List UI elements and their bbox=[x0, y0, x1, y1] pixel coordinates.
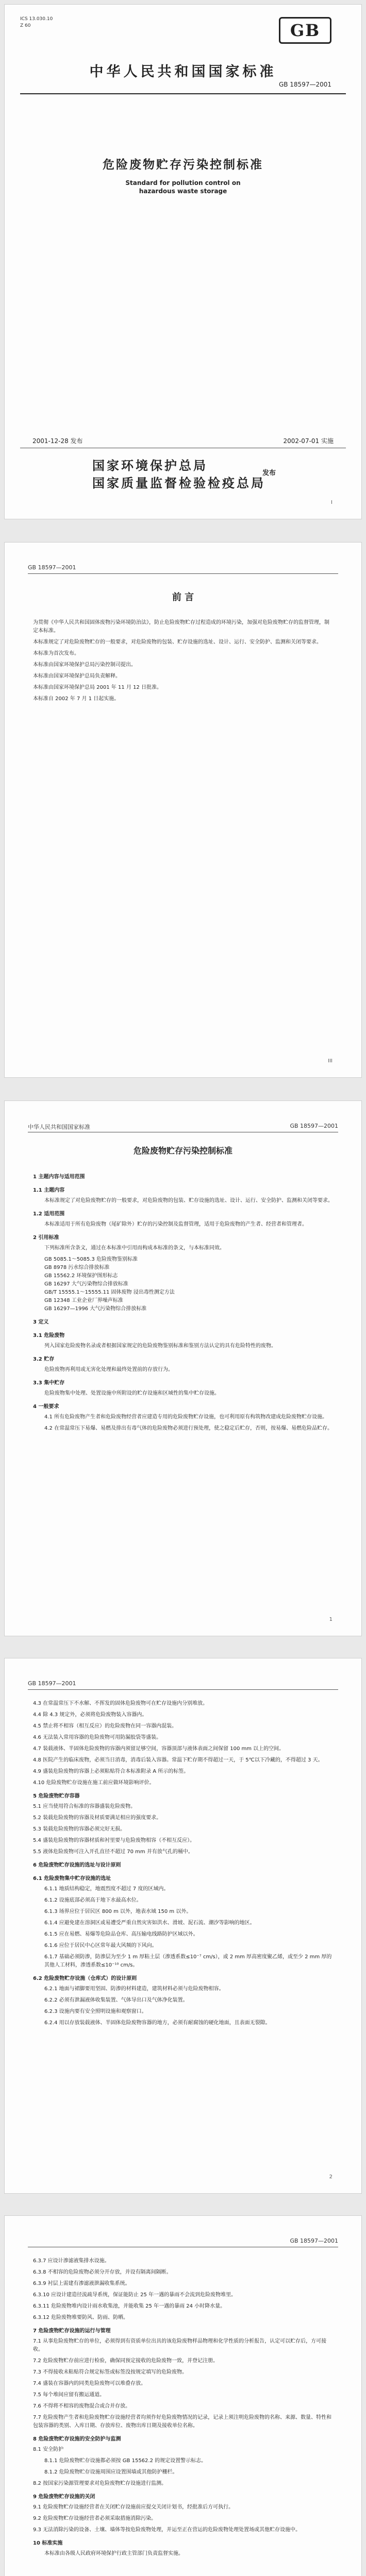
paragraph: 4.2 在常温常压下易爆、易燃及排出有毒气体的危险废物必须进行预处理，使之稳定后贮存，否则，按易爆、易燃危险品贮存。 bbox=[44, 1426, 333, 1431]
issue-date: 2001-12-28 发布 bbox=[32, 437, 83, 445]
paragraph: 本标准规定了对危险废物贮存的一般要求，对危险废物的包装、贮存设施的选址、设计、运行、安全防护、监测和关闭等要求。 bbox=[44, 1198, 333, 1204]
header-std-code: GB 18597—2001 bbox=[290, 2238, 338, 2244]
clause: 6.2.3 设施内要有安全照明设施和观察窗口。 bbox=[44, 2009, 147, 2014]
clause: 6.1.5 应在易燃、易爆等危险品仓库、高压输电线路防护区域以外。 bbox=[44, 1931, 198, 1937]
subsection-heading: 6.1 危险废物集中贮存设施的选址 bbox=[33, 1876, 111, 1882]
definition-term: 3.3 集中贮存 bbox=[33, 1380, 65, 1386]
body-page-1 bbox=[4, 1100, 362, 1636]
page-number: I bbox=[331, 500, 332, 505]
header-std-code: GB 18597—2001 bbox=[28, 564, 76, 571]
cover-divider bbox=[20, 93, 346, 94]
clause: 4.7 装载液体、半固体危险废物的容器内须留足够空间，容器顶部与液体表面之间保留 100 mm 以上的空间。 bbox=[33, 1746, 285, 1752]
clause: 6.1.4 应避免建在溶洞区或易遭受严重自然灾害如洪水、滑坡、泥石流、潮汐等影响的地区。 bbox=[44, 1920, 255, 1926]
clause: 6.3.10 应设计建造径流疏导系统，保证能防止 25 年一遇的暴雨不会流到危险废物堆里。 bbox=[33, 2292, 237, 2298]
foreword-page bbox=[4, 542, 362, 1078]
clause: 8.1 安全防护 bbox=[33, 2447, 64, 2452]
section-heading: 3 定义 bbox=[33, 1319, 49, 1325]
clause: 6.2.2 必须有泄漏液体收集装置、气体导出口及气体净化装置。 bbox=[44, 1997, 188, 2003]
page-number: 2 bbox=[329, 2174, 332, 2180]
section-heading: 4 一般要求 bbox=[33, 1404, 59, 1410]
clause: 4.8 医院产生的临床废物，必须当日消毒，消毒后装入容器。常温下贮存期不得超过一天，于 5℃以下冷藏的，不得超过 3 天。 bbox=[33, 1757, 323, 1763]
clause: 9.2 危险废物贮存设施经营者必须采取措施消除污染。 bbox=[33, 2516, 157, 2521]
clause: 6.3.9 衬层上需建有渗滤液泄漏收集系统。 bbox=[33, 2281, 130, 2286]
definition-text: 危险废物集中处理、处置设施中所附设的贮存设施和区域性的集中贮存设施。 bbox=[44, 1391, 220, 1396]
paragraph: 本标准适用于所有危险废物（尾矿除外）贮存的污染控制及监督管理，适用于危险废物的产生者、经营者和管理者。 bbox=[44, 1222, 307, 1227]
title-en-line-2: hazardous waste storage bbox=[139, 188, 227, 195]
foreword-para: 本标准由国家环境保护总局负责解释。 bbox=[33, 673, 121, 679]
issuing-authorities bbox=[92, 457, 265, 492]
section-heading: 8 危险废物贮存设施的安全防护与监测 bbox=[33, 2436, 121, 2442]
header-rule bbox=[28, 573, 338, 574]
clause: 5.2 装载危险废物的容器及材质要满足相应的强度要求。 bbox=[33, 1815, 162, 1821]
reference-item: GB 5085.1～5085.3 危险废物鉴别标准 bbox=[44, 1257, 138, 1262]
ics-code: ICS 13.030.10 bbox=[20, 16, 53, 22]
reference-item: GB 12348 工业企业厂界噪声标准 bbox=[44, 1298, 123, 1303]
foreword-para: 本标准自 2002 年 7 月 1 日起实施。 bbox=[33, 696, 120, 702]
page-number: III bbox=[328, 1058, 332, 1064]
section-heading: 2 引用标准 bbox=[33, 1235, 59, 1241]
clause: 6.3.11 危险废物堆内设计雨水收集池，并能收集 25 年一遇的暴雨 24 小时降水量。 bbox=[33, 2303, 226, 2309]
paragraph: 下列标准所含条文，通过在本标准中引用而构成本标准的条文，与本标准同效。 bbox=[44, 1245, 225, 1251]
reference-item: GB/T 15555.1～15555.11 固体废物 浸出毒性测定方法 bbox=[44, 1290, 175, 1295]
national-standard-title: 中华人民共和国国家标准 bbox=[89, 64, 277, 80]
foreword-para: 本标准为首次发布。 bbox=[33, 651, 79, 656]
clause: 6.1.1 地质结构稳定，地震烈度不超过 7 度的区域内。 bbox=[44, 1886, 169, 1892]
body-3-text bbox=[33, 2257, 333, 2561]
clause: 4.6 无法装入常用容器的危险废物可用防漏胶袋等盛装。 bbox=[33, 1735, 162, 1740]
title-en-line-1: Standard for pollution control on bbox=[125, 179, 241, 187]
gb-logo: GB bbox=[279, 17, 331, 44]
definition-text: 危险废物再利用或无害化处理和最终处置前的存放行为。 bbox=[44, 1367, 173, 1372]
clause: 6.1.2 设施底部必须高于地下水最高水位。 bbox=[44, 1897, 142, 1903]
section-heading: 9 危险废物贮存设施的关闭 bbox=[33, 2494, 95, 2500]
paragraph: 本标准由各级人民政府环境保护行政主管部门负责监督实施。 bbox=[44, 2551, 184, 2556]
clause: 9.3 无法消除污染的设备、土壤、墙体等按危险废物处理，并运至正在营运的危险废物处理处置场或其他贮存设施中。 bbox=[33, 2527, 301, 2533]
clause: 6.3.8 不相容的危险废物必须分开存放，并设有隔离间隔断。 bbox=[33, 2269, 172, 2275]
implementation-date: 2002-07-01 实施 bbox=[283, 437, 334, 445]
clause: 5.1 应当使用符合标准的容器盛装危险废物。 bbox=[33, 1804, 136, 1809]
clause: 6.2.1 地面与裙脚要用坚固、防渗的材料建造，建筑材料必须与危险废物相容。 bbox=[44, 1986, 224, 1992]
document-title-en bbox=[5, 179, 361, 195]
document-title-cn: 危险废物贮存污染控制标准 bbox=[103, 158, 263, 172]
issuer-aqsiq: 国家质量监督检验检疫总局 bbox=[92, 476, 265, 490]
subsection-heading: 6.2 危险废物贮存设施（仓库式）的设计原则 bbox=[33, 1976, 137, 1981]
clause: 4.9 盛装危险废物的容器上必须粘贴符合本标准附录 A 所示的标签。 bbox=[33, 1769, 189, 1774]
definition-text: 列入国家危险废物名录或者根据国家规定的危险废物鉴别标准和鉴别方法认定的具有危险特性的废物。 bbox=[44, 1343, 276, 1349]
clause: 7.6 不得将不相容的废物混合或合并存放。 bbox=[33, 2403, 131, 2409]
body-page-3 bbox=[4, 2215, 362, 2576]
reference-item: GB 16297—1996 大气污染物综合排放标准 bbox=[44, 1306, 147, 1312]
publish-label: 发布 bbox=[262, 469, 276, 477]
standard-code: GB 18597—2001 bbox=[278, 81, 331, 88]
definition-term: 3.1 危险废物 bbox=[33, 1333, 65, 1338]
reference-item: GB 8978 污水综合排放标准 bbox=[44, 1265, 110, 1270]
clause: 7.2 危险废物贮存前应进行检验，确保同预定接收的危险废物一致，并登记注册。 bbox=[33, 2358, 219, 2364]
section-heading: 6 危险废物贮存设施的选址与设计原则 bbox=[33, 1862, 121, 1868]
section-heading: 5 危险废物贮存容器 bbox=[33, 1793, 80, 1799]
subsection-heading: 1.1 主题内容 bbox=[33, 1188, 65, 1193]
cover-classification bbox=[20, 16, 53, 29]
clause: 7.7 危险废物产生者和危险废物贮存设施经营者均须作好危险废物情况的记录，记录上须注明危险废物的名称、来源、数量、特性和包装容器的类别、入库日期、存放库位、废物出库日期及接收单位名称。 bbox=[33, 2415, 332, 2429]
clause: 6.1.6 应位于居民中心区常年最大风频的下风向。 bbox=[44, 1943, 157, 1948]
header-std-title: 中华人民共和国国家标准 bbox=[28, 1124, 90, 1130]
clause: 5.4 盛装危险废物的容器材质和衬里要与危险废物相容（不相互反应）。 bbox=[33, 1838, 195, 1843]
ccs-code: Z 60 bbox=[20, 23, 31, 28]
section-heading: 7 危险废物贮存设施的运行与管理 bbox=[33, 2328, 111, 2334]
clause: 7.1 从事危险废物贮存的单位，必须得到有资质单位出具的该危险废物样品物理和化学性质的分析报告，认定可以贮存后，方可接收。 bbox=[33, 2338, 327, 2352]
clause: 7.5 每个堆间应留有搬运通道。 bbox=[33, 2392, 105, 2398]
clause: 7.4 盛装在容器内的同类危险废物可以堆叠存放。 bbox=[33, 2381, 146, 2386]
clause: 6.3.12 危险废物堆要防风、防雨、防晒。 bbox=[33, 2315, 128, 2320]
foreword-para: 本标准由国家环境保护总局污染控制司提出。 bbox=[33, 662, 136, 668]
section-heading: 10 标准实施 bbox=[33, 2540, 63, 2546]
body-1-text bbox=[33, 1168, 333, 1436]
body-page-2 bbox=[4, 1658, 362, 2194]
subsection-heading: 1.2 适用范围 bbox=[33, 1211, 65, 1217]
definition-term: 3.2 贮存 bbox=[33, 1357, 55, 1362]
body-title: 危险废物贮存污染控制标准 bbox=[133, 1146, 232, 1156]
clause: 6.1.3 场界应位于居民区 800 m 以外，地表水域 150 m 以外。 bbox=[44, 1909, 192, 1914]
clause: 6.2.4 用以存放装载液体、半固体危险废物容器的地方，必须有耐腐蚀的硬化地面，且表面无裂隙。 bbox=[44, 2020, 271, 2026]
clause: 4.4 除 4.3 规定外，必须将危险废物装入容器内。 bbox=[33, 1712, 147, 1718]
clause: 5.3 装载危险废物的容器必须完好无损。 bbox=[33, 1826, 126, 1832]
clause: 9.1 危险废物贮存设施经营者在关闭贮存设施前应提交关闭计划书，经批准后方可执行。 bbox=[33, 2504, 234, 2510]
section-heading: 1 主题内容与适用范围 bbox=[33, 1174, 85, 1180]
issuer-sepa: 国家环境保护总局 bbox=[92, 458, 208, 473]
reference-item: GB 16297 大气污染物综合排放标准 bbox=[44, 1281, 128, 1287]
foreword-body bbox=[33, 619, 333, 706]
clause: 8.2 按国家污染源管理要求对危险废物贮存设施进行监测。 bbox=[33, 2481, 167, 2486]
clause: 4.10 危险废物贮存设施在施工前应做环境影响评价。 bbox=[33, 1780, 155, 1786]
paragraph: 4.1 所有危险废物产生者和危险废物经营者应建造专用的危险废物贮存设施，也可利用原有构筑物改建成危险废物贮存设施。 bbox=[44, 1414, 328, 1420]
foreword-para: 本标准规定了对危险废物贮存的一般要求，对危险废物的包装、贮存设施的选址、设计、运行、安全防护、监测和关闭等要求。 bbox=[33, 639, 322, 645]
clause: 6.1.7 基础必须防渗，防渗层为至少 1 m 厚粘土层（渗透系数≤10⁻⁷ cm/s），或 2 mm 厚高密度聚乙烯，或至少 2 mm 厚的其他人工材料，渗透系数≤10⁻¹⁰ cm/s。 bbox=[44, 1954, 332, 1968]
header-std-code: GB 18597—2001 bbox=[28, 1680, 76, 1687]
clause: 8.1.1 危险废物贮存设施都必须按 GB 15562.2 的规定设置警示标志。 bbox=[44, 2458, 207, 2464]
body-2-text bbox=[33, 1700, 333, 2030]
page-number: 1 bbox=[329, 1617, 332, 1622]
foreword-para: 为贯彻《中华人民共和国固体废物污染环境防治法》，防止危险废物贮存过程造成的环境污染，加强对危险废物贮存的监督管理，制定本标准。 bbox=[33, 620, 329, 634]
clause: 5.5 液体危险废物可注入开孔直径不超过 70 mm 并有放气孔的桶中。 bbox=[33, 1849, 193, 1855]
foreword-para: 本标准由国家环境保护总局 2001 年 11 月 12 日批准。 bbox=[33, 685, 162, 690]
clause: 7.3 不得接收未粘贴符合规定标签或标签没按规定填写的危险废物。 bbox=[33, 2369, 188, 2375]
header-std-code: GB 18597—2001 bbox=[290, 1123, 338, 1129]
clause: 6.3.7 应设计渗滤液集排水设施。 bbox=[33, 2258, 110, 2264]
clause: 4.5 禁止将不相容（相互反应）的危险废物在同一容器内混装。 bbox=[33, 1723, 177, 1729]
header-rule bbox=[28, 1689, 338, 1690]
cover-page bbox=[4, 4, 362, 519]
clause: 4.3 在常温常压下不水解、不挥发的固体危险废物可在贮存设施内分别堆放。 bbox=[33, 1701, 208, 1706]
reference-item: GB 15562.2 环境保护图形标志 bbox=[44, 1273, 118, 1279]
foreword-title: 前 言 bbox=[172, 592, 194, 603]
clause: 8.1.2 危险废物贮存设施周围应设置围墙或其他防护栅栏。 bbox=[44, 2469, 178, 2475]
